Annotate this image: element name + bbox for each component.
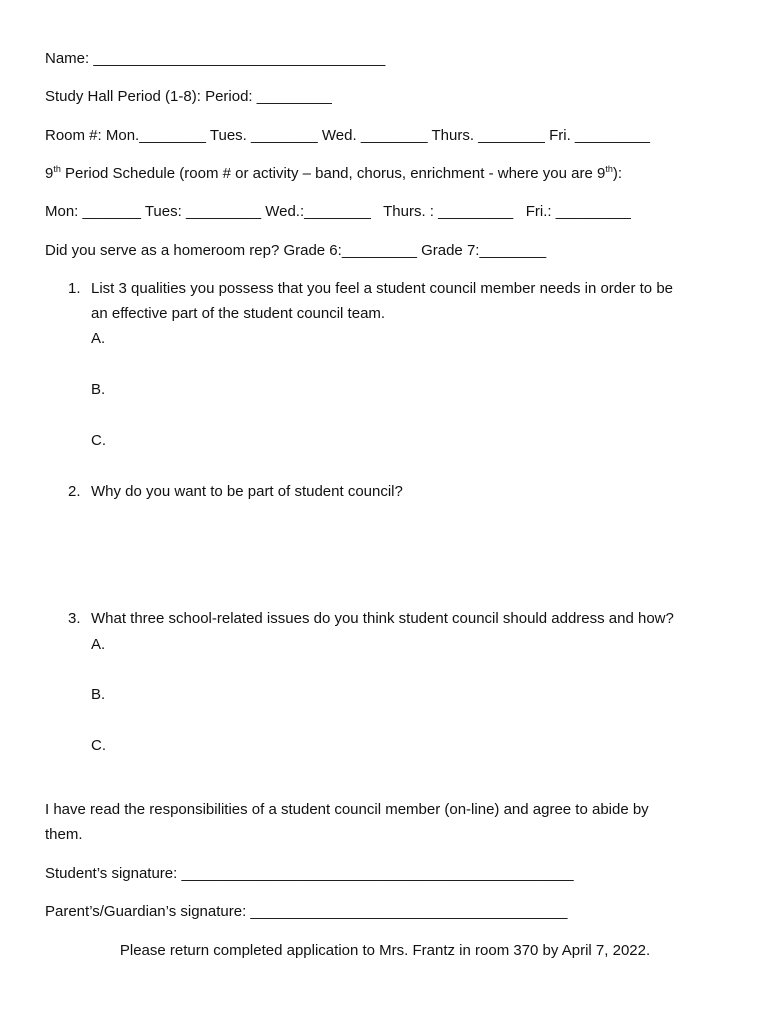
name-field[interactable]: ___________________________________ xyxy=(93,50,386,67)
schedule-mon-field[interactable]: _______ xyxy=(82,203,141,220)
room-wed-field[interactable]: ________ xyxy=(360,127,428,144)
question-3-text: What three school-related issues do you think student council should address and how? xyxy=(91,610,674,627)
schedule-tues-label: Tues: xyxy=(140,203,186,220)
question-3-answer-c[interactable]: C. xyxy=(91,737,106,754)
question-1-text-line-1: List 3 qualities you possess that you feel a student council member needs in order to be xyxy=(91,280,674,297)
question-3-answer-b[interactable]: B. xyxy=(91,686,106,703)
schedule-fri-field[interactable]: _________ xyxy=(555,203,631,220)
name-label: Name: xyxy=(45,50,94,67)
homeroom-label: Did you serve as a homeroom rep? Grade 6: xyxy=(45,242,342,259)
room-label: Room #: Mon. xyxy=(45,127,140,144)
question-1-text-line-2: an effective part of the student council team. xyxy=(91,305,386,322)
schedule-thurs-field[interactable]: _________ xyxy=(438,203,514,220)
parent-signature-label: Parent’s/Guardian’s signature: xyxy=(45,903,251,920)
homeroom-row xyxy=(45,241,546,261)
question-1-answer-c[interactable]: C. xyxy=(91,432,106,449)
question-3-number: 3. xyxy=(68,610,81,627)
ninth-end: ): xyxy=(612,165,622,182)
schedule-tues-field[interactable]: _________ xyxy=(185,203,262,220)
room-thurs-label: Thurs. xyxy=(427,127,479,144)
parent-signature-row xyxy=(45,902,567,922)
schedule-thurs-label: Thurs. : xyxy=(370,203,439,220)
room-tues-label: Tues. xyxy=(205,127,251,144)
question-1-answer-b[interactable]: B. xyxy=(91,381,106,398)
question-1-answer-a[interactable]: A. xyxy=(91,330,106,347)
agreement-line-1: I have read the responsibilities of a student council member (on-line) and agree to abide by xyxy=(45,801,649,818)
return-instructions: Please return completed application to Mrs. Frantz in room 370 by April 7, 2022. xyxy=(119,942,651,959)
study-hall-period-field[interactable]: _________ xyxy=(256,88,332,105)
schedule-row xyxy=(45,202,631,222)
question-2-number: 2. xyxy=(68,483,81,500)
schedule-mon-label: Mon: xyxy=(45,203,83,220)
homeroom-grade6-field[interactable]: _________ xyxy=(341,242,417,259)
homeroom-grade7-field[interactable]: ________ xyxy=(479,242,547,259)
schedule-wed-field[interactable]: ________ xyxy=(304,203,371,220)
study-hall-row xyxy=(45,87,332,107)
room-wed-label: Wed. xyxy=(317,127,361,144)
student-signature-row xyxy=(45,864,574,884)
room-tues-field[interactable]: ________ xyxy=(251,127,318,144)
student-signature-field[interactable]: _______________________________________________ xyxy=(181,865,574,882)
agreement-line-2: them. xyxy=(45,826,83,843)
room-thurs-field[interactable]: ________ xyxy=(478,127,545,144)
study-hall-label: Study Hall Period (1-8): Period: xyxy=(45,88,257,105)
room-fri-field[interactable]: _________ xyxy=(574,127,650,144)
student-signature-label: Student’s signature: xyxy=(45,865,182,882)
homeroom-grade7-label: Grade 7: xyxy=(416,242,480,259)
room-row xyxy=(45,126,650,146)
room-mon-field[interactable]: ________ xyxy=(139,127,206,144)
parent-signature-field[interactable]: ______________________________________ xyxy=(250,903,568,920)
schedule-wed-label: Wed.: xyxy=(261,203,305,220)
ninth-sup-2: th xyxy=(605,164,613,174)
ninth-text: Period Schedule (room # or activity – band, chorus, enrichment - where you are 9 xyxy=(60,165,606,182)
room-fri-label: Fri. xyxy=(544,127,575,144)
schedule-fri-label: Fri.: xyxy=(513,203,556,220)
name-row xyxy=(45,49,385,69)
ninth-num: 9 xyxy=(45,165,54,182)
question-3-answer-a[interactable]: A. xyxy=(91,636,106,653)
question-2-text: Why do you want to be part of student council? xyxy=(91,483,403,500)
question-1-number: 1. xyxy=(68,280,81,297)
ninth-sup-1: th xyxy=(53,164,61,174)
ninth-period-heading xyxy=(45,164,622,184)
